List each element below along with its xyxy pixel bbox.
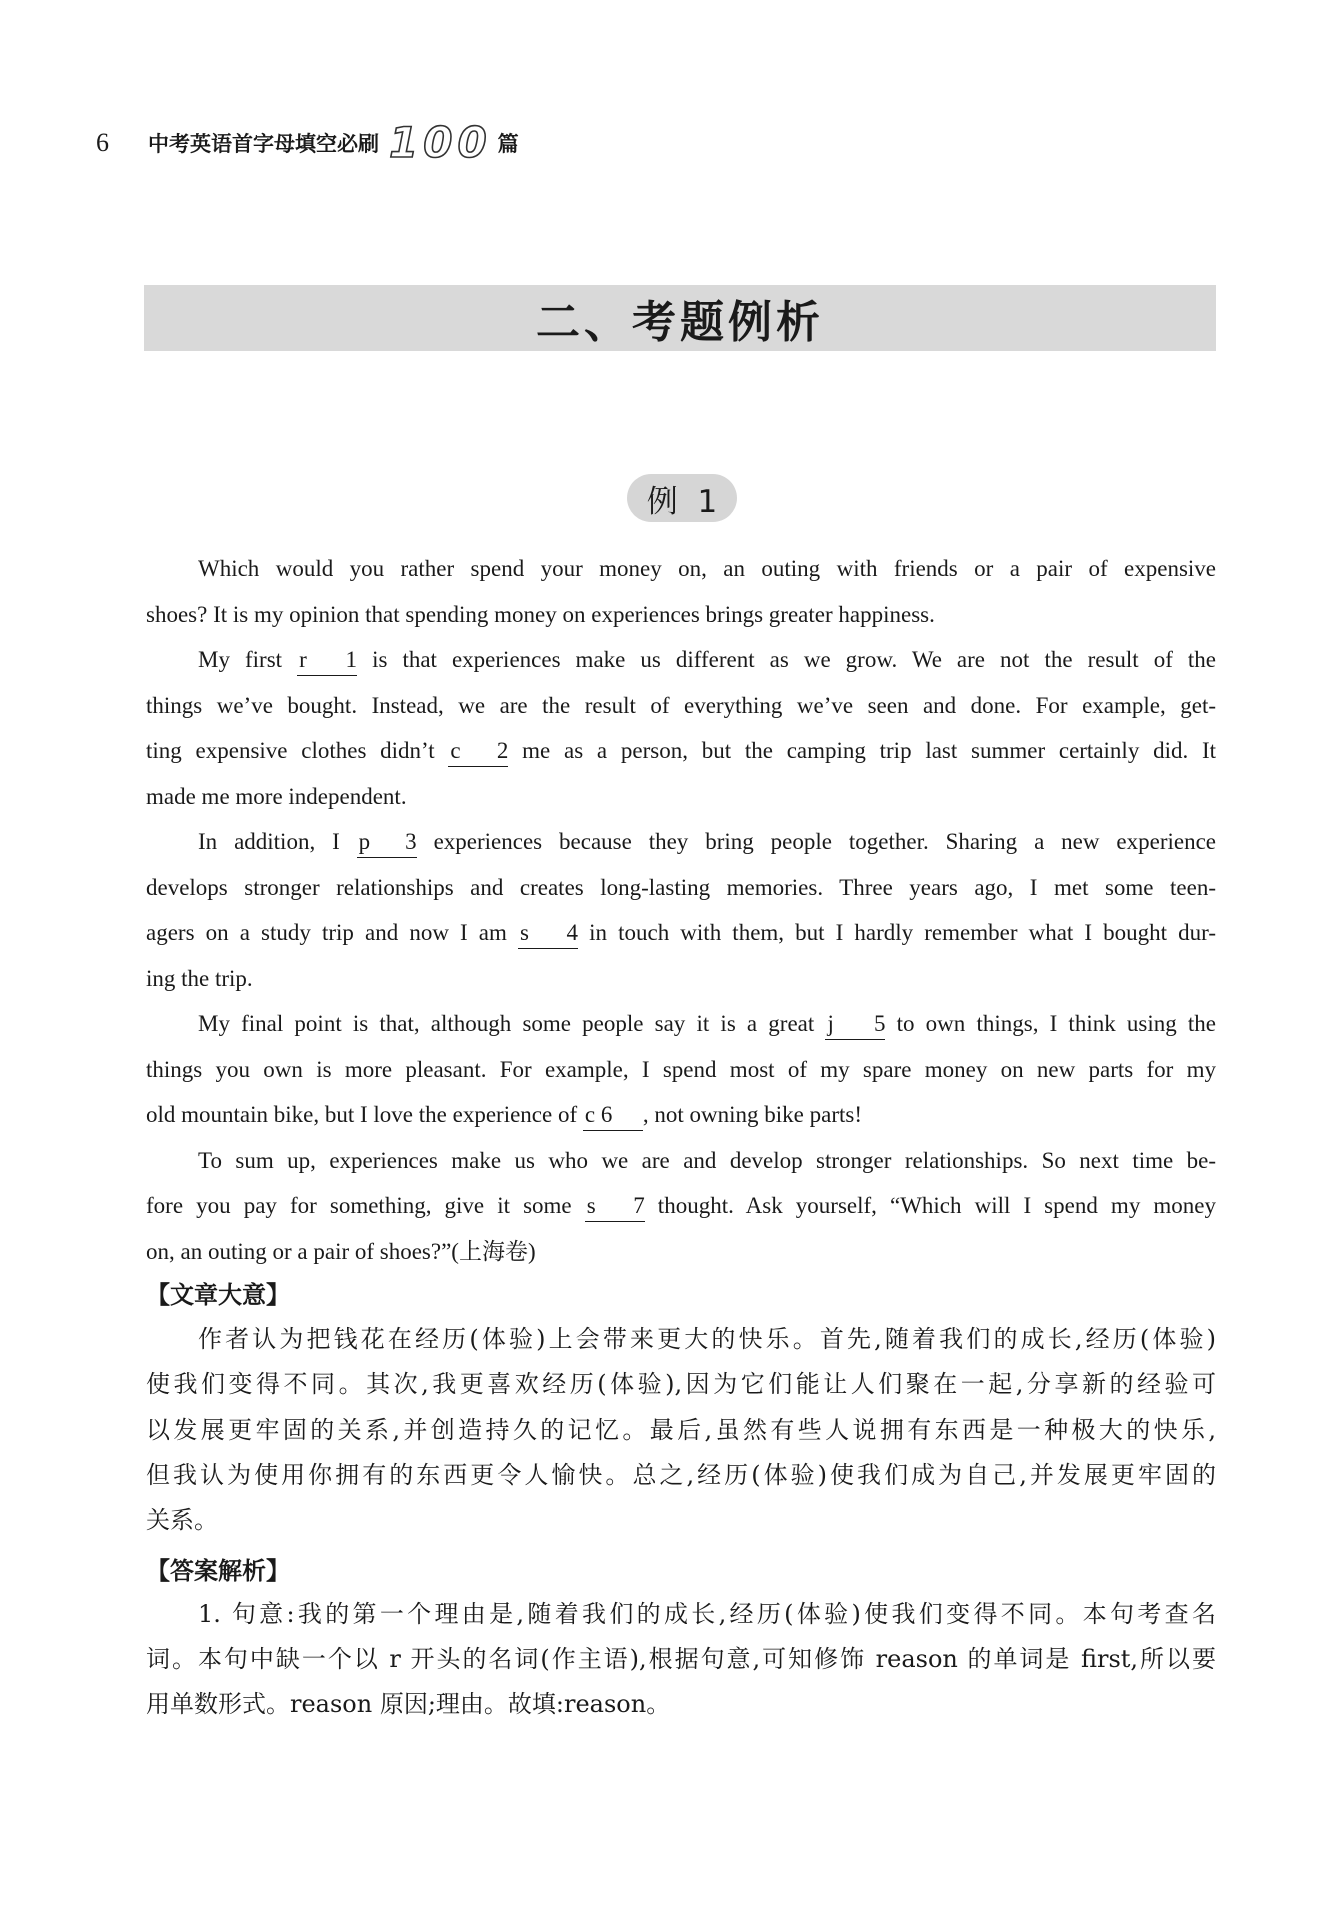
summary-line: 但我认为使用你拥有的东西更令人愉快。总之,经历(体验)使我们成为自己,并发展更牢固的 (146, 1460, 1216, 1489)
answer-blank: c 6 (583, 1100, 643, 1131)
passage-text: shoes? It is my opinion that spending money on experiences brings greater happiness. (146, 601, 935, 627)
passage-text: ting expensive clothes didn’t (146, 738, 449, 763)
summary-line: 以发展更牢固的关系,并创造持久的记忆。最后,虽然有些人说拥有东西是一种极大的快乐, (146, 1415, 1216, 1444)
passage-line (198, 1141, 1216, 1181)
passage-text: develops stronger relationships and creates long-lasting memories. Three years ago, I met some teen- (146, 874, 1216, 900)
passage-text: ing the trip. (146, 965, 253, 991)
passage-text: My first (198, 647, 298, 672)
passage-text: is that experiences make us different as we grow. We are not the result of the (357, 647, 1216, 672)
summary-line: 关系。 (146, 1506, 218, 1535)
analysis-line: 1. 句意:我的第一个理由是,随着我们的成长,经历(体验)使我们变得不同。本句考查名 (198, 1600, 1216, 1628)
answer-blank: j 5 (825, 1009, 885, 1040)
passage-text: To sum up, experiences make us who we are and develop stronger relationships. So next time be- (198, 1147, 1216, 1173)
passage-line (198, 549, 1216, 589)
passage-line (146, 913, 1216, 953)
passage-line (146, 868, 1216, 908)
answer-blank: s 4 (518, 918, 578, 949)
passage-line (146, 731, 1216, 771)
passage-text: on, an outing or a pair of shoes?”(上海卷) (146, 1238, 536, 1264)
passage-line (146, 1232, 1216, 1272)
passage-line (146, 1095, 1216, 1135)
book-title-number: 100 (389, 118, 492, 167)
passage-line (146, 595, 1216, 635)
passage-line (146, 959, 1216, 999)
passage-text: experiences because they bring people together. Sharing a new experience (416, 829, 1216, 854)
passage-text: fore you pay for something, give it some (146, 1193, 585, 1218)
section-title: 二、考题例析 (536, 297, 824, 348)
book-title-suffix: 篇 (497, 131, 519, 156)
answer-blank: r 1 (297, 645, 357, 676)
passage-line (198, 822, 1216, 862)
passage-line (146, 777, 1216, 817)
passage-text: , not owning bike parts! (642, 1102, 862, 1127)
answer-blank: p 3 (357, 827, 417, 858)
passage-text: old mountain bike, but I love the experience of (146, 1102, 583, 1127)
running-header (96, 115, 519, 171)
section-banner (144, 285, 1216, 351)
answer-blank: s 7 (585, 1191, 645, 1222)
summary-line: 使我们变得不同。其次,我更喜欢经历(体验),因为它们能让人们聚在一起,分享新的经验可 (146, 1370, 1216, 1399)
analysis-heading: 【答案解析】 (146, 1557, 290, 1585)
example-label: 例 1 (646, 483, 718, 520)
summary-heading: 【文章大意】 (146, 1281, 290, 1309)
passage-line (198, 640, 1216, 680)
passage-text: in touch with them, but I hardly remember what I bought dur- (578, 920, 1217, 945)
passage-text: In addition, I (198, 829, 357, 854)
passage-line (146, 686, 1216, 726)
passage-line (146, 1050, 1216, 1090)
answer-blank: c 2 (448, 736, 508, 767)
passage-line (198, 1004, 1216, 1044)
passage-text: to own things, I think using the (885, 1011, 1216, 1036)
passage-text: Which would you rather spend your money on, an outing with friends or a pair of expensive (198, 556, 1216, 581)
analysis-line: 词。本句中缺一个以 r 开头的名词(作主语),根据句意,可知修饰 reason 的单词是 first,所以要 (146, 1645, 1216, 1673)
passage-text: things you own is more pleasant. For example, I spend most of my spare money on new parts for my (146, 1056, 1216, 1082)
passage-text: thought. Ask yourself, “Which will I spend my money (644, 1193, 1216, 1218)
passage-text: me as a person, but the camping trip last summer certainly did. It (508, 738, 1217, 763)
passage-text: agers on a study trip and now I am (146, 920, 519, 945)
summary-line: 作者认为把钱花在经历(体验)上会带来更大的快乐。首先,随着我们的成长,经历(体验) (198, 1325, 1216, 1353)
passage-text: made me more independent. (146, 783, 407, 809)
analysis-line: 用单数形式。reason 原因;理由。故填:reason。 (146, 1690, 671, 1718)
passage-text: My final point is that, although some people say it is a great (198, 1011, 826, 1036)
example-badge (627, 474, 737, 522)
page-number: 6 (96, 128, 109, 157)
passage-line (146, 1186, 1216, 1226)
passage-text: things we’ve bought. Instead, we are the result of everything we’ve seen and done. For example, get- (146, 692, 1216, 718)
book-title: 中考英语首字母填空必刷 (148, 131, 379, 156)
